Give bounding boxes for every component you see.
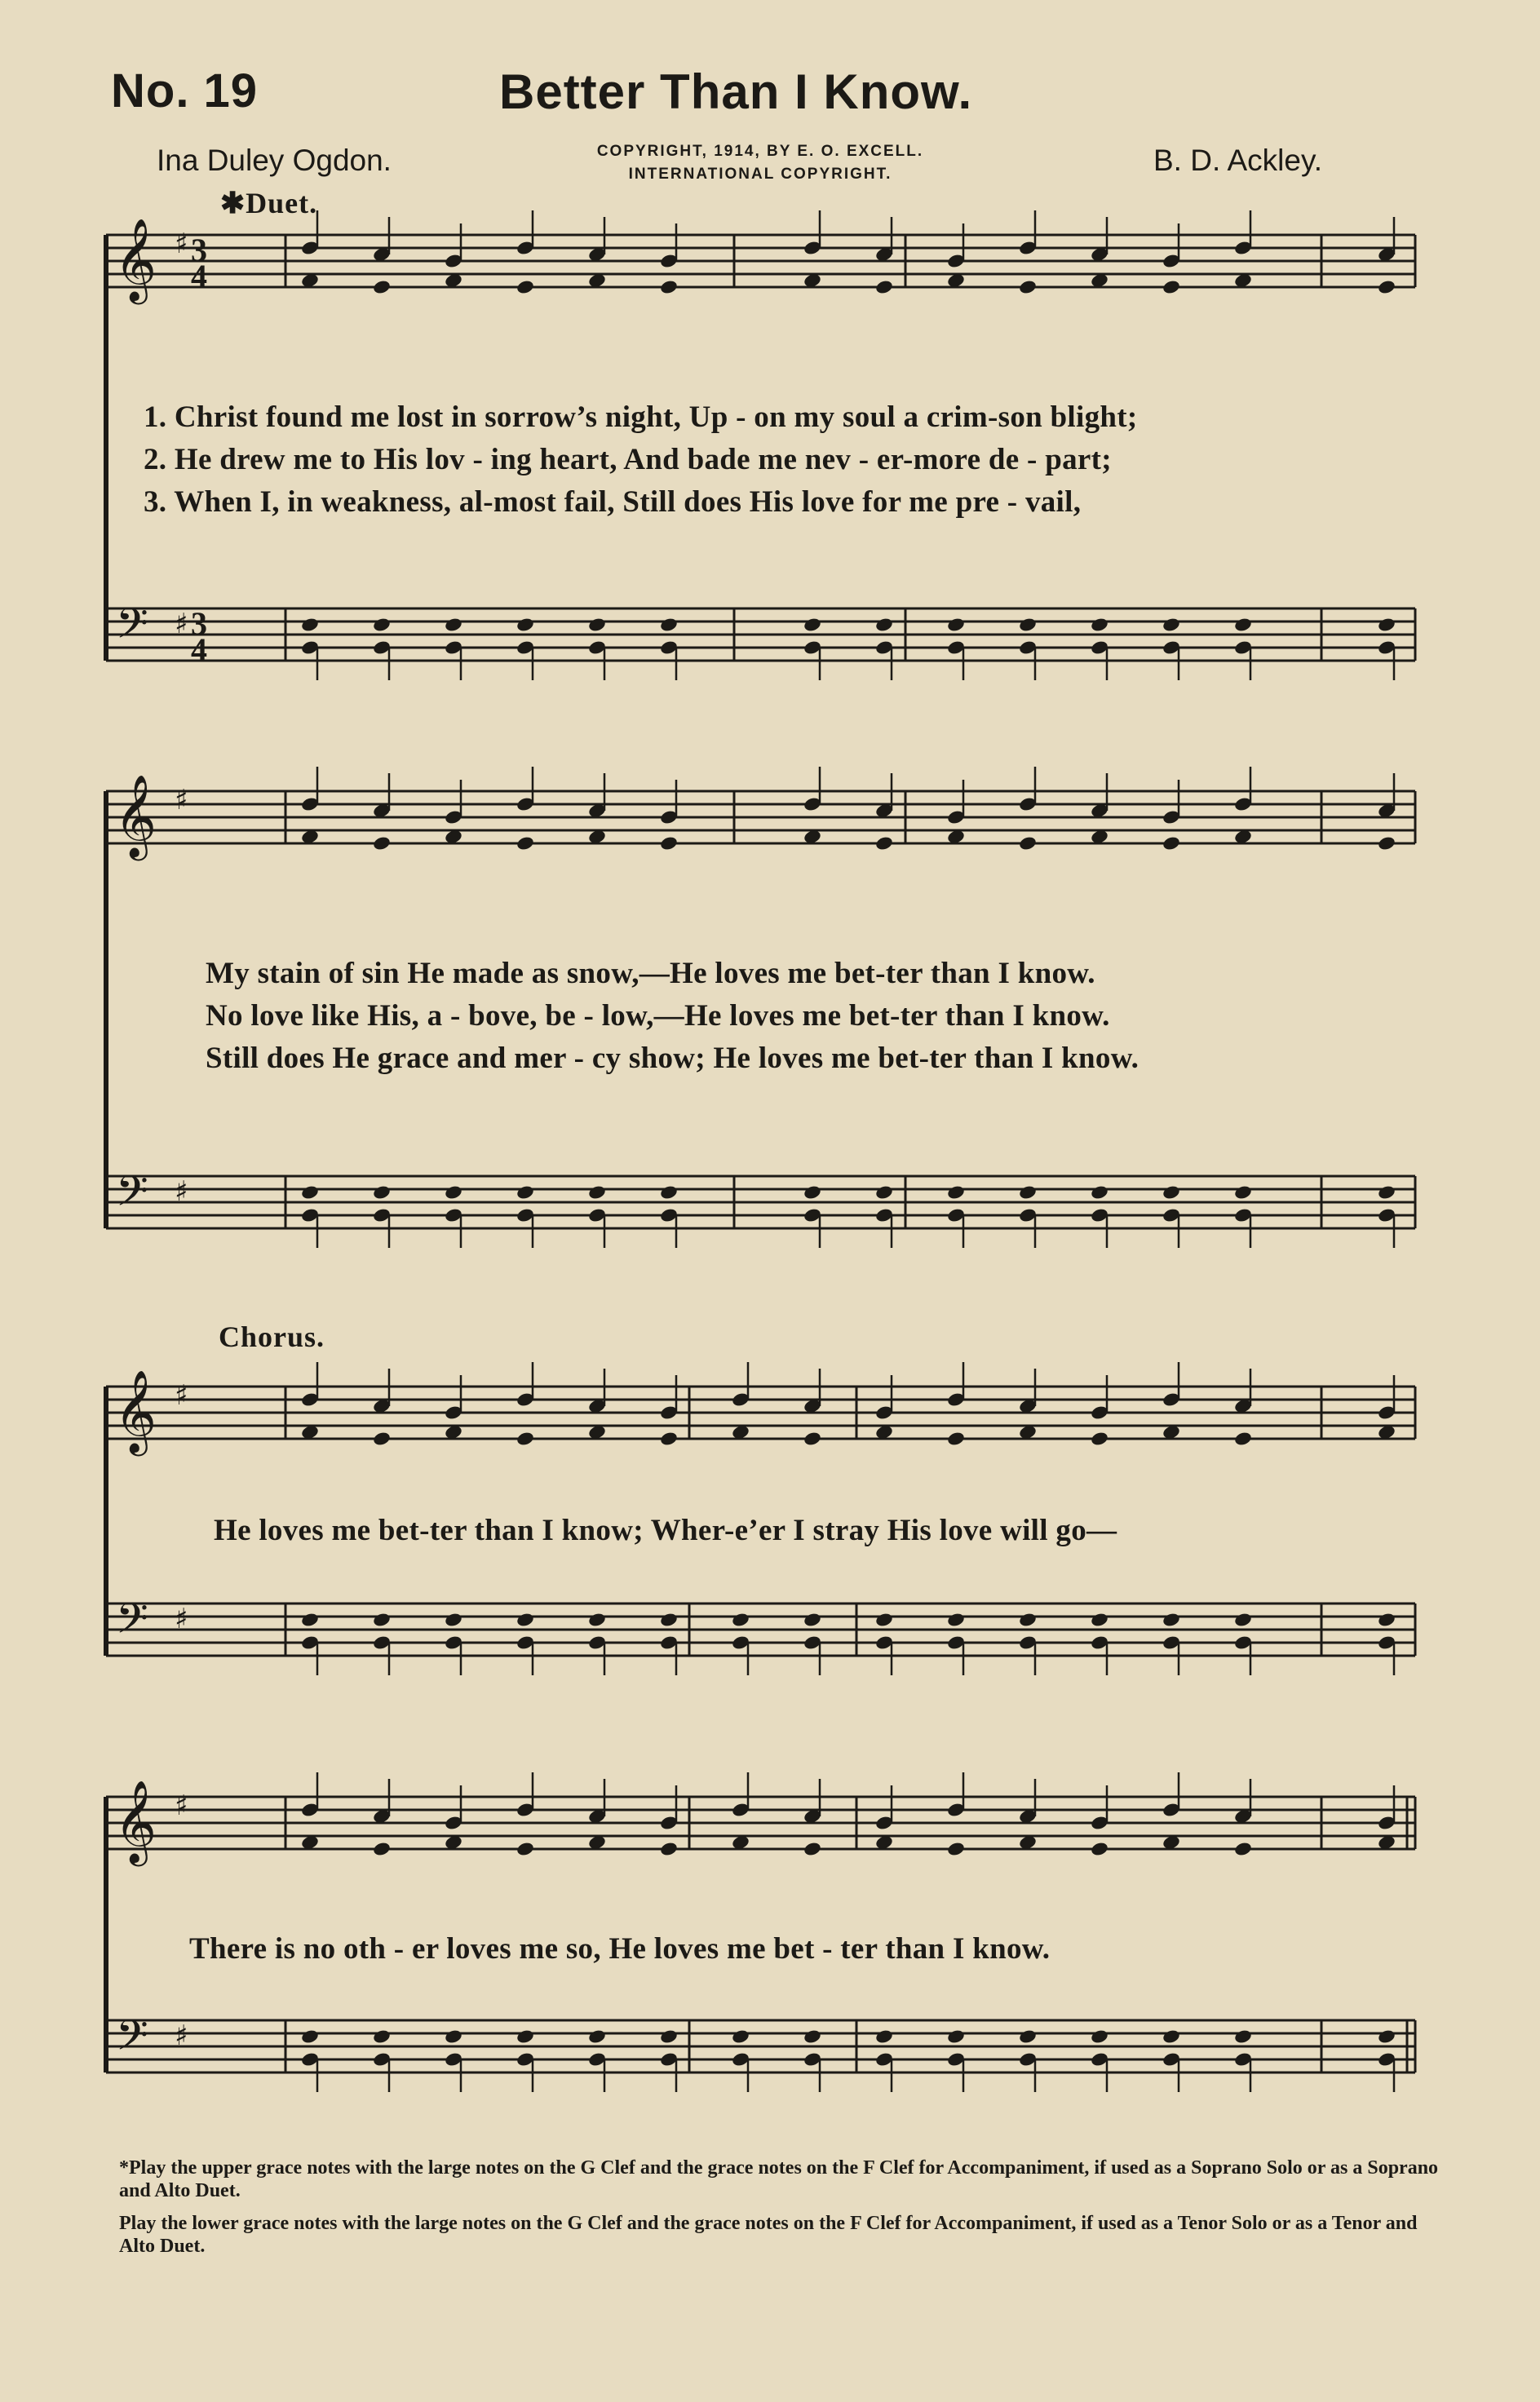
note-head xyxy=(1162,1184,1181,1201)
hymn-number: No. 19 xyxy=(111,64,259,117)
lyricist-credit: Ina Duley Ogdon. xyxy=(157,144,392,177)
note-head xyxy=(516,835,535,852)
note-head xyxy=(946,1184,966,1201)
note-head xyxy=(587,1612,607,1628)
note-head xyxy=(731,1612,750,1628)
key-signature-sharp: ♯ xyxy=(175,228,188,260)
footnote-tenor: Play the lower grace notes with the large notes on the G Clef and the grace notes on the F Clef for Accompaniment, if used as a Tenor Solo or as a Tenor and Alto Duet. xyxy=(119,2213,1418,2257)
treble-clef: 𝄞 xyxy=(114,1779,157,1863)
note-head xyxy=(1090,617,1109,633)
note-head xyxy=(659,1841,679,1857)
bass-clef: 𝄢 xyxy=(116,1166,148,1226)
composer-credit: B. D. Ackley. xyxy=(1153,144,1322,177)
time-signature: 3 xyxy=(191,605,207,642)
chorus-line-2: There is no oth - er loves me so, He loves me bet - ter than I know. xyxy=(189,1932,1051,1966)
note-head xyxy=(659,2028,679,2045)
note-head xyxy=(587,617,607,633)
note-head xyxy=(300,1184,320,1201)
note-head xyxy=(1090,1841,1109,1857)
note-head xyxy=(1090,1184,1109,1201)
note-head xyxy=(1162,617,1181,633)
hymn-title: Better Than I Know. xyxy=(499,64,973,119)
note-head xyxy=(946,2028,966,2045)
note-head xyxy=(1377,835,1396,852)
note-head xyxy=(516,279,535,295)
note-head xyxy=(444,2028,463,2045)
verse-3-line-2: Still does He grace and mer - cy show; He loves me bet-ter than I know. xyxy=(206,1042,1140,1075)
note-head xyxy=(659,279,679,295)
note-head xyxy=(803,1184,822,1201)
note-head xyxy=(731,2028,750,2045)
note-head xyxy=(874,617,894,633)
note-head xyxy=(803,2028,822,2045)
treble-clef: 𝄞 xyxy=(114,1369,157,1453)
note-head xyxy=(1233,617,1253,633)
note-head xyxy=(1233,1841,1253,1857)
note-head xyxy=(874,835,894,852)
note-head xyxy=(1233,2028,1253,2045)
bass-clef: 𝄢 xyxy=(116,2011,148,2070)
chorus-line-1: He loves me bet-ter than I know; Wher-e’er I stray His love will go— xyxy=(214,1514,1117,1547)
note-head xyxy=(1018,2028,1038,2045)
note-head xyxy=(516,1841,535,1857)
note-head xyxy=(803,617,822,633)
note-head xyxy=(659,1184,679,1201)
duet-label: ✱Duet. xyxy=(220,187,318,219)
chorus-label: Chorus. xyxy=(219,1320,325,1353)
note-head xyxy=(372,1431,392,1447)
note-head xyxy=(1377,617,1396,633)
note-head xyxy=(1018,617,1038,633)
note-head xyxy=(444,1612,463,1628)
note-head xyxy=(1162,279,1181,295)
note-head xyxy=(516,2028,535,2045)
note-head xyxy=(1377,2028,1396,2045)
note-head xyxy=(587,2028,607,2045)
note-head xyxy=(1377,279,1396,295)
key-signature-sharp: ♯ xyxy=(175,608,188,640)
note-head xyxy=(444,1184,463,1201)
verse-2-line-2: No love like His, a - bove, be - low,—He loves me bet-ter than I know. xyxy=(206,999,1110,1033)
bass-clef: 𝄢 xyxy=(116,1594,148,1653)
note-head xyxy=(1233,1184,1253,1201)
note-head xyxy=(300,1612,320,1628)
key-signature-sharp: ♯ xyxy=(175,1603,188,1635)
note-head xyxy=(444,617,463,633)
note-head xyxy=(803,1841,822,1857)
bass-clef: 𝄢 xyxy=(116,599,148,658)
note-head xyxy=(516,1431,535,1447)
note-head xyxy=(587,1184,607,1201)
key-signature-sharp: ♯ xyxy=(175,1789,188,1822)
treble-clef: 𝄞 xyxy=(114,773,157,857)
note-head xyxy=(372,1184,392,1201)
note-head xyxy=(372,617,392,633)
note-head xyxy=(372,279,392,295)
note-head xyxy=(1162,2028,1181,2045)
verse-1-line-1: 1. Christ found me lost in sorrow’s night, Up - on my soul a crim-son blight; xyxy=(144,400,1138,434)
copyright-line-2: INTERNATIONAL COPYRIGHT. xyxy=(628,166,892,183)
note-head xyxy=(659,1612,679,1628)
time-signature: 4 xyxy=(191,631,207,668)
note-head xyxy=(946,1612,966,1628)
note-head xyxy=(874,1612,894,1628)
note-head xyxy=(1233,1612,1253,1628)
note-head xyxy=(1162,835,1181,852)
note-head xyxy=(946,1431,966,1447)
time-signature: 4 xyxy=(191,258,207,294)
note-head xyxy=(946,1841,966,1857)
note-head xyxy=(1162,1612,1181,1628)
note-head xyxy=(1090,1612,1109,1628)
note-head xyxy=(516,1612,535,1628)
footnote-soprano: *Play the upper grace notes with the large notes on the G Clef and the grace notes on the F Clef for Accompaniment, if used as a Soprano Solo or as a Soprano and Alto Duet. xyxy=(119,2157,1439,2201)
note-head xyxy=(1018,1184,1038,1201)
verse-2-line-1: 2. He drew me to His lov - ing heart, And bade me nev - er-more de - part; xyxy=(144,443,1112,476)
note-head xyxy=(372,1612,392,1628)
note-head xyxy=(1018,1612,1038,1628)
key-signature-sharp: ♯ xyxy=(175,1379,188,1412)
time-signature: 3 xyxy=(191,232,207,268)
note-head xyxy=(1090,2028,1109,2045)
note-head xyxy=(803,1431,822,1447)
note-head xyxy=(300,617,320,633)
treble-clef: 𝄞 xyxy=(114,217,157,301)
key-signature-sharp: ♯ xyxy=(175,784,188,816)
note-head xyxy=(516,1184,535,1201)
key-signature-sharp: ♯ xyxy=(175,1175,188,1208)
note-head xyxy=(1018,835,1038,852)
note-head xyxy=(372,1841,392,1857)
note-head xyxy=(874,279,894,295)
note-head xyxy=(1377,1612,1396,1628)
note-head xyxy=(874,1184,894,1201)
note-head xyxy=(803,1612,822,1628)
note-head xyxy=(372,2028,392,2045)
copyright-line-1: COPYRIGHT, 1914, BY E. O. EXCELL. xyxy=(596,143,924,160)
note-head xyxy=(659,617,679,633)
note-head xyxy=(1233,1431,1253,1447)
verse-1-line-2: My stain of sin He made as snow,—He loves me bet-ter than I know. xyxy=(206,957,1095,990)
note-head xyxy=(659,835,679,852)
note-head xyxy=(300,2028,320,2045)
note-head xyxy=(659,1431,679,1447)
note-head xyxy=(1090,1431,1109,1447)
note-head xyxy=(1018,279,1038,295)
note-head xyxy=(1377,1184,1396,1201)
note-head xyxy=(946,617,966,633)
note-head xyxy=(516,617,535,633)
note-head xyxy=(874,2028,894,2045)
verse-3-line-1: 3. When I, in weakness, al-most fail, Still does His love for me pre - vail, xyxy=(144,485,1082,519)
note-head xyxy=(372,835,392,852)
key-signature-sharp: ♯ xyxy=(175,2019,188,2052)
